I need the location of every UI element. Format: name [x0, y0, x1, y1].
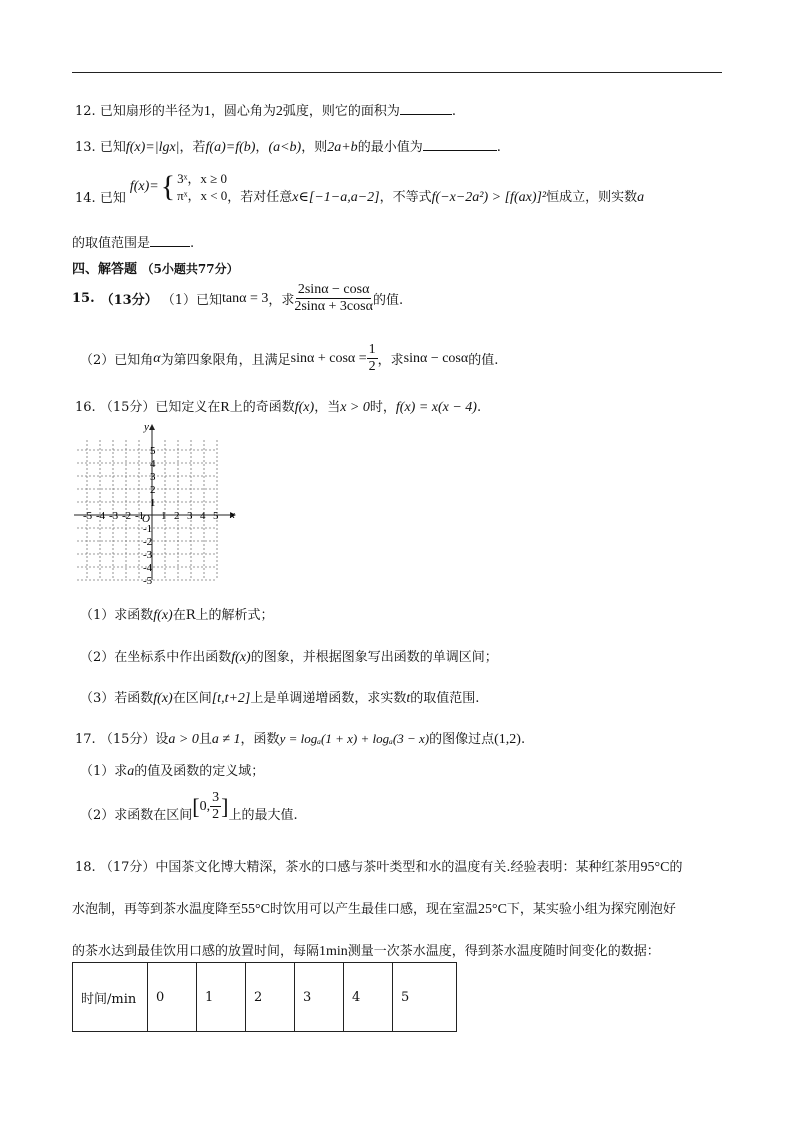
table-row: [73, 963, 457, 1032]
question-16-sub2: （2）在坐标系中作出函数f(x)的图象，并根据图象写出函数的单调区间；: [80, 650, 498, 665]
question-16: 16. （15分）已知定义在R上的奇函数f(x)，当x > 0时，f(x) = x(x − 4).: [75, 400, 482, 415]
top-rule: [72, 72, 722, 73]
x-tick-label: -2: [122, 510, 132, 522]
question-12: 12. 已知扇形的半径为1，圆心角为2弧度，则它的面积为 .: [75, 104, 457, 119]
question-17: 17. （15分）设a > 0且a ≠ 1，函数y = logₐ(1 + x) + logₐ(3 − x)的图像过点(1,2).: [75, 731, 526, 747]
question-18-line2: 水泡制，再等到茶水温度降至55°C时饮用可以产生最佳口感，现在室温25°C下，某实验小组为探究刚泡好: [72, 902, 676, 917]
table-cell: 0: [148, 963, 197, 1032]
y-tick-label: 1: [150, 497, 156, 509]
y-tick-label: -5: [143, 575, 153, 585]
x-tick-label: 4: [200, 510, 206, 522]
fraction: $\frac{3}{2}$: [212, 790, 220, 822]
x-axis-label: x: [230, 509, 235, 521]
answer-blank[interactable]: [423, 140, 497, 151]
x-tick-label: -4: [96, 510, 106, 522]
question-16-sub3: （3）若函数f(x)在区间[t,t+2]上是单调递增函数，求实数t的取值范围.: [80, 691, 480, 706]
question-15-part2: （2）已知角 α 为第四象限角，且满足 sinα + cosα = $\frac{1}{2}$ ，求 sinα − cosα 的值.: [80, 342, 499, 374]
fraction: $\frac{2\sin\alpha - \cos\alpha}{2\sin\alpha + 3\cos\alpha}$: [294, 282, 373, 314]
table-cell: 1: [197, 963, 246, 1032]
y-tick-label: -2: [143, 536, 153, 548]
x-tick-label: 2: [174, 510, 180, 522]
question-14-line2: 的取值范围是 .: [72, 236, 195, 251]
question-17-sub1: （1）求a的值及函数的定义域；: [80, 764, 265, 779]
fraction: $\frac{1}{2}$: [368, 342, 376, 374]
coordinate-grid: [72, 420, 242, 585]
origin-label: O: [142, 513, 150, 525]
question-16-sub1: （1）求函数f(x)在R上的解析式；: [80, 608, 274, 623]
y-tick-label: 4: [150, 458, 156, 470]
table-cell: 2: [246, 963, 295, 1032]
answer-blank[interactable]: [150, 236, 190, 247]
question-17-sub2: （2）求函数在区间 [ 0, $\frac{3}{2}$ ] 上的最大值.: [80, 790, 298, 823]
section-heading: 四、解答题 （5小题共77分）: [72, 262, 239, 277]
x-tick-label: 1: [161, 510, 167, 522]
y-tick-label: 2: [150, 484, 156, 496]
table-cell: 5: [393, 963, 457, 1032]
x-tick-label: -1: [135, 510, 145, 522]
x-tick-label: -5: [83, 510, 93, 522]
y-axis-label: y: [144, 421, 149, 433]
y-axis-arrow-icon: [149, 424, 155, 430]
table-cell: 3: [295, 963, 344, 1032]
question-18: 18. （17分）中国茶文化博大精深，茶水的口感与茶叶类型和水的温度有关.经验表明：某种红茶用95°C的: [75, 860, 683, 875]
data-table: [72, 962, 457, 1032]
answer-blank[interactable]: [400, 104, 452, 115]
table-header-cell: 时间/min: [73, 963, 148, 1032]
y-tick-label: -3: [143, 549, 153, 561]
x-tick-label: 3: [187, 510, 193, 522]
y-tick-label: -1: [143, 523, 153, 535]
y-tick-label: 5: [150, 445, 156, 457]
question-13: 13. 已知f(x)=|lgx|，若f(a)=f(b)，(a<b)，则2a+b的最小值为 .: [75, 140, 501, 155]
table-cell: 4: [344, 963, 393, 1032]
y-tick-label: -4: [143, 562, 153, 574]
question-15-part1: 15. （13分） （1）已知 tanα = 3 ，求 $\frac{2\sin\alpha - \cos\alpha}{2\sin\alpha + 3\cos\alpha}$ 的值.: [72, 282, 404, 314]
x-tick-label: -3: [109, 510, 119, 522]
y-tick-label: 3: [150, 471, 156, 483]
question-18-line3: 的茶水达到最佳饮用口感的放置时间，每隔1min测量一次茶水温度，得到茶水温度随时间变化的数据：: [72, 944, 660, 959]
x-tick-label: 5: [213, 510, 219, 522]
question-14: 14. 已知 f(x)= { 3ˣ，x ≥ 0 πˣ，x < 0 ，若对任意x∈[−1−a,a−2]，不等式f(−x−2a²) > [f(ax)]²恒成立，则实数a: [75, 170, 645, 206]
